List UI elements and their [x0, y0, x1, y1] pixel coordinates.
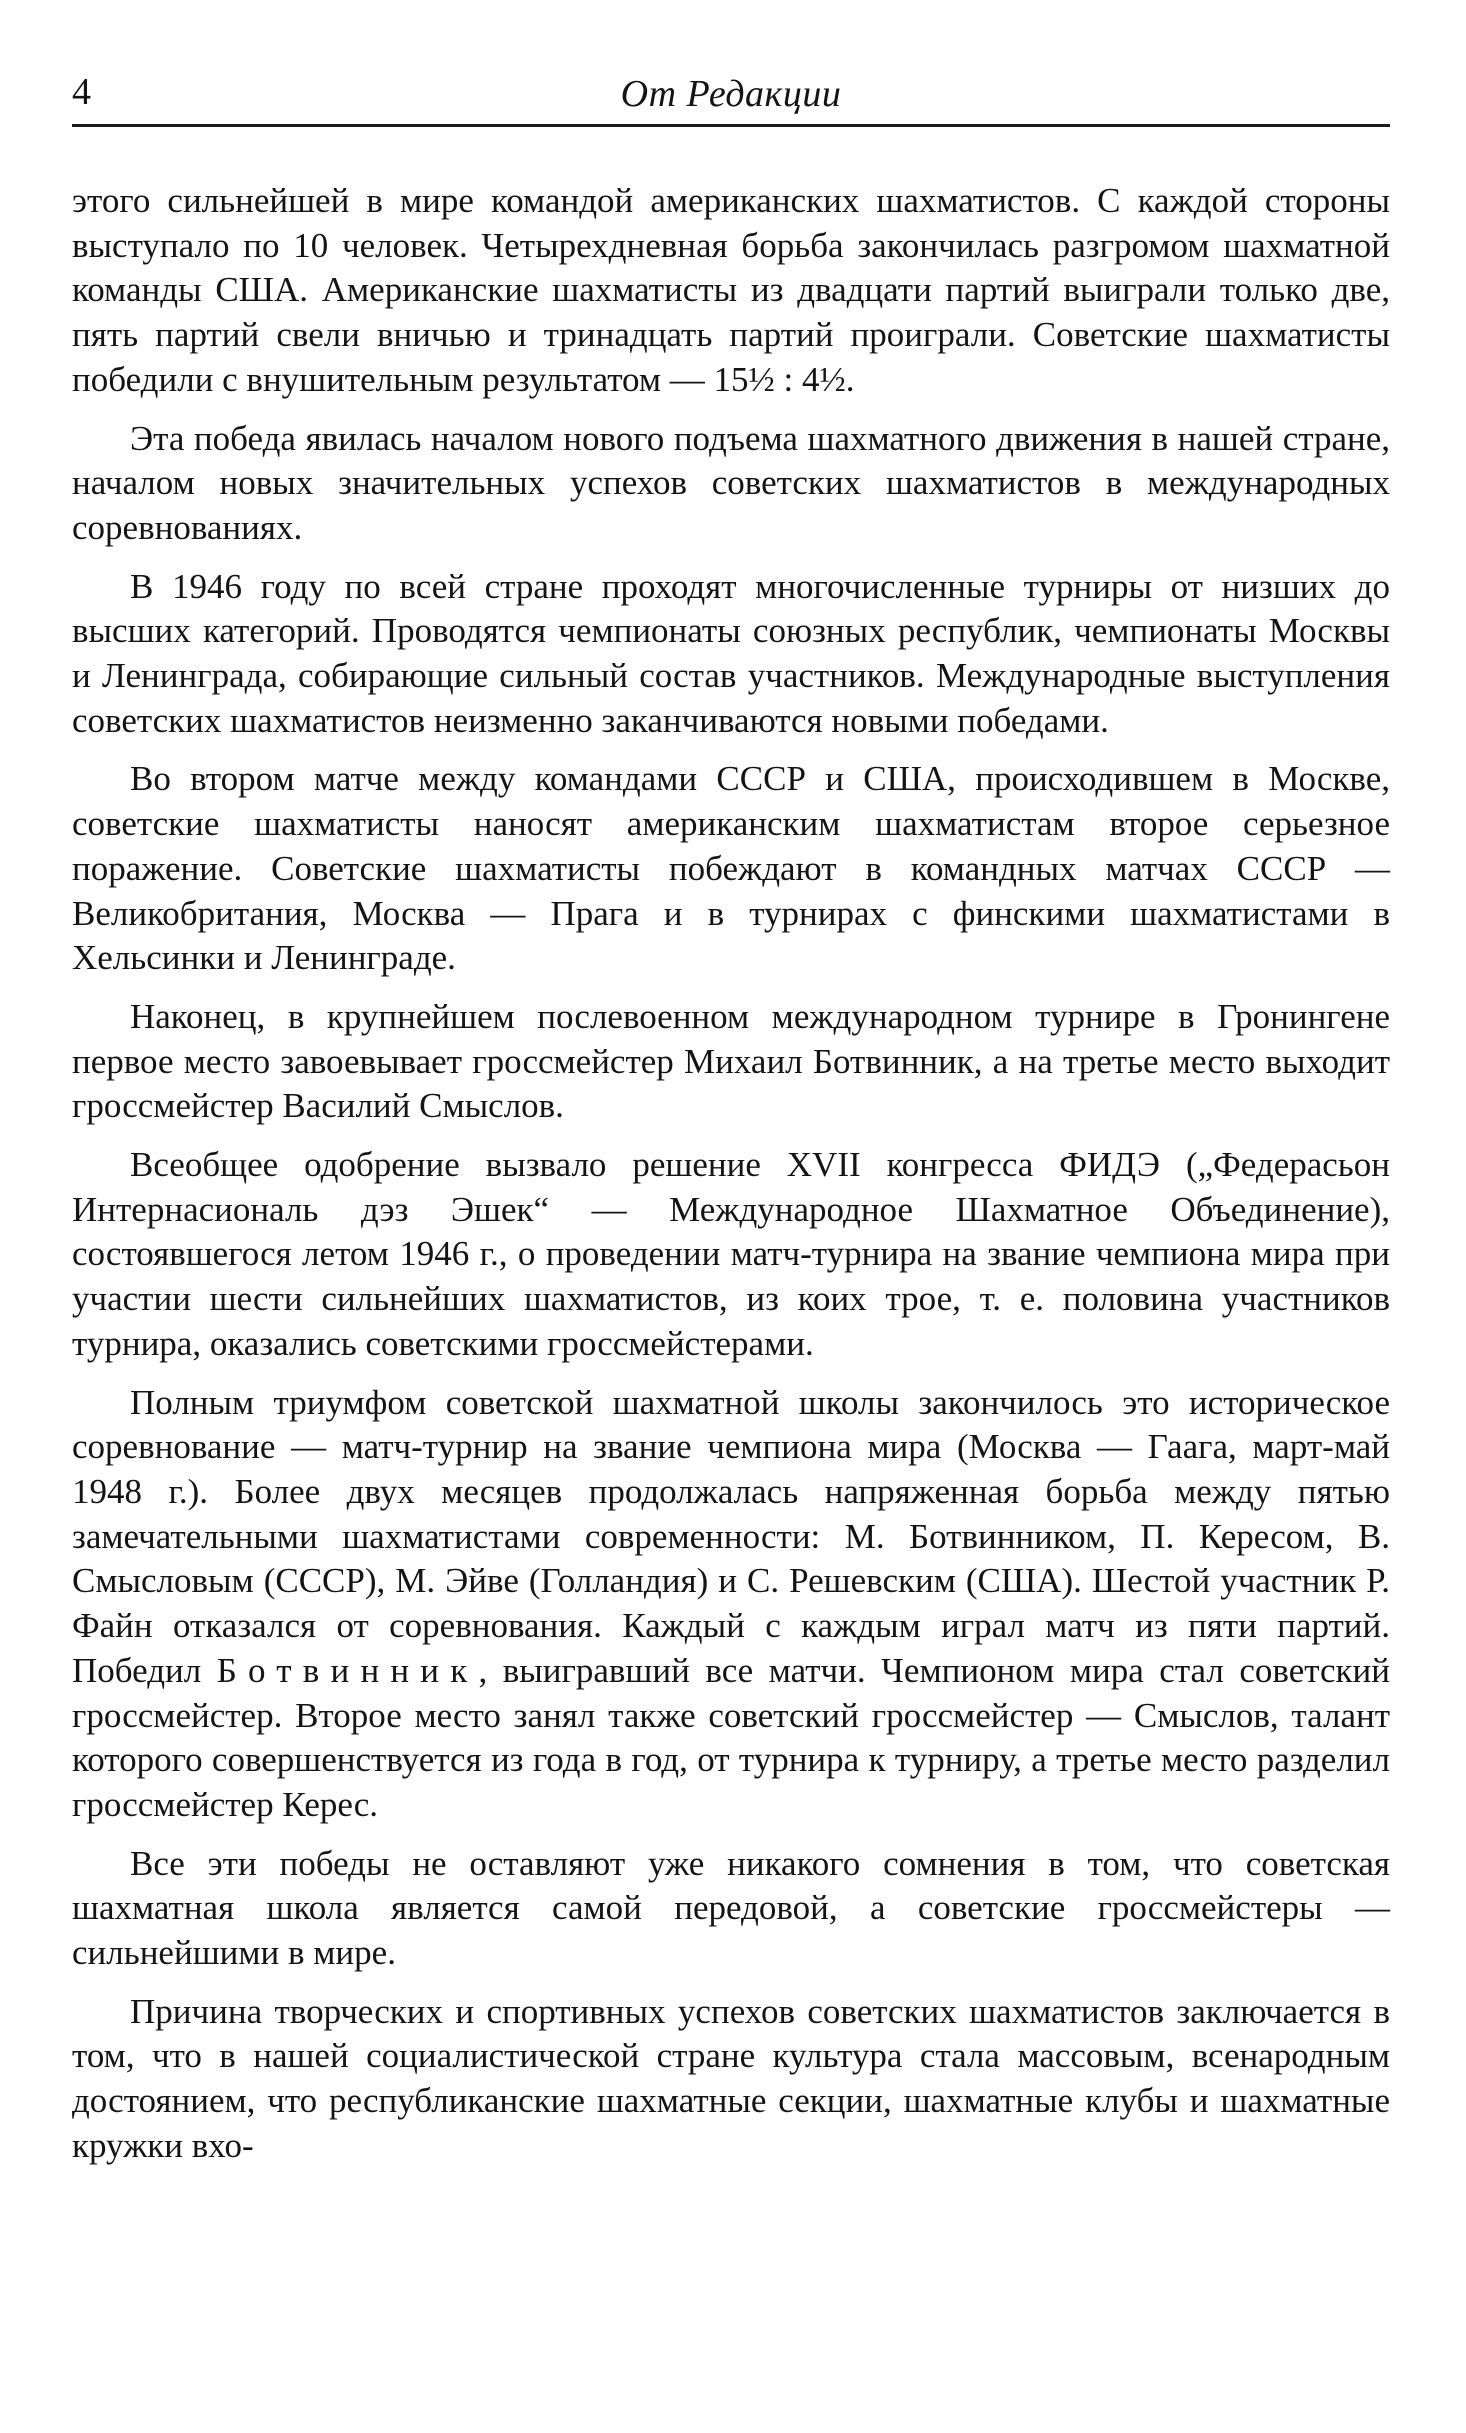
- running-title: От Редакции: [620, 73, 842, 115]
- book-page: [72, 60, 1390, 2183]
- paragraph-4: Во втором матче между командами СССР и США, происходившем в Москве, советские шахматисты наносят американским шахматистам второе серьезное поражение. Советские шахматисты побеждают в командных матчах СССР — Великобритания, Москва — Прага и в турнирах с финскими шахматистами в Хельсинки и Ленинграде.: [72, 759, 1390, 978]
- paragraph-6: Всеобщее одобрение вызвало решение XVII конгресса ФИДЭ („Федерасьон Интернасиональ дэз Эшек“ — Международное Шахматное Объединение), состоявшегося летом 1946 г., о проведении матч-турнира на звание чемпиона мира при участии шести сильнейших шахматистов, из коих трое, т. е. половина участников турнира, оказались советскими гроссмейстерами.: [72, 1145, 1390, 1363]
- paragraph-9: Причина творческих и спортивных успехов советских шахматистов заключается в том, что в нашей социалистической стране культура стала массовым, всенародным достоянием, что республиканские шахматные секции, шахматные клубы и шахматные кружки вхо-: [72, 1991, 1390, 2165]
- paragraph-7: [72, 1381, 1390, 1828]
- body-text: [72, 179, 1390, 2169]
- paragraph-7-text-after: , выигравший все матчи. Чемпионом мира стал советский гроссмейстер. Второе место занял также советский гроссмейстер — Смыслов, талант которого совершенствуется из года в год, от турнира к турниру, а третье место разделил гроссмейстер Керес.: [72, 1650, 1391, 1824]
- paragraph-3: В 1946 году по всей стране проходят многочисленные турниры от низших до высших категорий. Проводятся чемпионаты союзных республик, чемпионаты Москвы и Ленинграда, собирающие сильный состав участников. Международные выступления советских шахматистов неизменно заканчиваются новыми победами.: [72, 566, 1390, 740]
- paragraph-5: Наконец, в крупнейшем послевоенном международном турнире в Гронингене первое место завоевывает гроссмейстер Михаил Ботвинник, а на третье место выходит гроссмейстер Василий Смыслов.: [72, 996, 1390, 1126]
- paragraph-8: Все эти победы не оставляют уже никакого сомнения в том, что советская шахматная школа является самой передовой, а советские гроссмейстеры — сильнейшими в мире.: [72, 1843, 1390, 1973]
- page-number: 4: [72, 71, 91, 113]
- paragraph-1: этого сильнейшей в мире командой американских шахматистов. С каждой стороны выступало по 10 человек. Четырехдневная борьба закончилась разгромом шахматной команды США. Американские шахматисты из двадцати партий выиграли только две, пять партий свели вничью и тринадцать партий проиграли. Советские шахматисты победили с внушительным результатом — 15½ : 4½.: [72, 181, 1390, 399]
- paragraph-7-text-before: Полным триумфом советской шахматной школы закончилось это историческое соревнование — матч-турнир на звание чемпиона мира (Москва — Гаага, март-май 1948 г.). Более двух месяцев продолжалась напряженная борьба между пятью замечательными шахматистами современности: М. Ботвинником, П. Кересом, В. Смысловым (СССР), М. Эйве (Голландия) и С. Решевским (США). Шестой участник Р. Файн отказался от соревнования. Каждый с каждым играл матч из пяти партий. Победил: [72, 1382, 1390, 1690]
- emphasized-name: Ботвинник: [216, 1650, 479, 1690]
- paragraph-2: Эта победа явилась началом нового подъема шахматного движения в нашей стране, началом новых значительных успехов советских шахматистов в международных соревнованиях.: [72, 418, 1390, 547]
- page-header: [72, 60, 1390, 127]
